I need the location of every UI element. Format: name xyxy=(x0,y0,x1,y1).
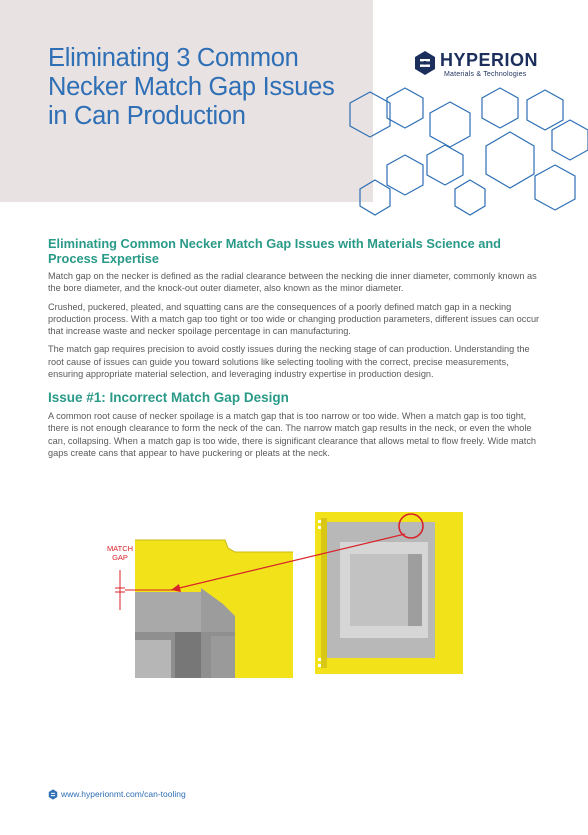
paragraph-2: Crushed, puckered, pleated, and squatting cans are the consequences of a poorly defined match gap in a necking production process. With a match gap too tight or too wide or changing production parameters, different issues can occur that increase waste and necker spoilage percentage in can manufacturing. xyxy=(48,301,540,337)
title-line-3: in Can Production xyxy=(48,102,246,130)
section-issue-1 xyxy=(48,390,544,459)
title-line-2: Necker Match Gap Issues xyxy=(48,73,335,101)
match-gap-label-2: GAP xyxy=(112,553,128,562)
match-gap-diagram xyxy=(95,492,465,678)
decorative-hexagons xyxy=(330,80,588,240)
paragraph-3: The match gap requires precision to avoid costly issues during the necking stage of can production. Understanding the root cause of issues can guide you toward solutions like selecting tooling with the correct, precise measurements, ensuring appropriate material selection, and leveraging industry expertise in production design. xyxy=(48,344,530,380)
hexagon-logo-icon xyxy=(414,50,436,76)
issue-paragraph: A common root cause of necker spoilage is a match gap that is too narrow or too wide. When a match gap is too tight, there is not enough clearance to form the neck of the can. The narrow match gap results in the neck, or even the whole can, collapsing. When a match gap is too wide, there is significant clearance that allows metal to flow freely. Wide match gaps create cans that appear to have puckering or pleats at the neck. xyxy=(48,411,537,458)
match-gap-label-1: MATCH xyxy=(106,544,134,553)
footer-url[interactable]: www.hyperionmt.com/can-tooling xyxy=(61,789,186,799)
paragraph-1: Match gap on the necker is defined as the radial clearance between the necking die inner diameter, commonly known as the bore diameter, and the knock-out outer diameter, also known as the minor diameter. xyxy=(48,271,537,294)
logo-tagline: Materials & Technologies xyxy=(444,71,527,78)
section-heading: Eliminating Common Necker Match Gap Issues with Materials Science and Process Expertise xyxy=(48,236,501,266)
logo-name: HYPERION xyxy=(440,50,539,70)
title-line-1: Eliminating 3 Common xyxy=(48,44,299,72)
issue-heading: Issue #1: Incorrect Match Gap Design xyxy=(48,390,289,405)
hexagon-logo-icon xyxy=(48,789,58,800)
section-intro xyxy=(48,236,544,380)
match-gap-figure xyxy=(95,492,465,678)
page-title xyxy=(48,44,358,131)
footer-link[interactable] xyxy=(48,789,186,800)
company-logo xyxy=(414,48,554,84)
